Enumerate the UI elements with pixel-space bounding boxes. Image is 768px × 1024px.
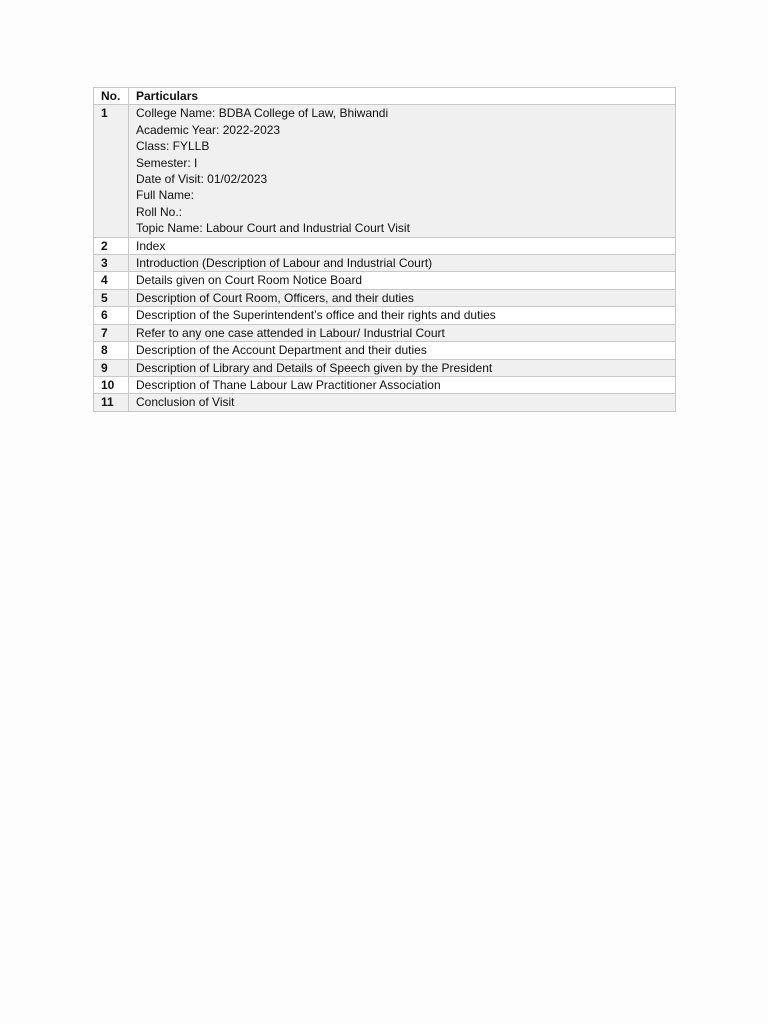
row-particulars: Description of Thane Labour Law Practitioner Association	[129, 376, 676, 393]
row-number: 5	[94, 289, 129, 306]
row-particulars: Description of the Superintendent’s office and their rights and duties	[129, 307, 676, 324]
row-particulars: Description of Court Room, Officers, and their duties	[129, 289, 676, 306]
row-particulars: Conclusion of Visit	[129, 394, 676, 411]
semester-line: Semester: I	[136, 155, 198, 170]
table-row	[94, 342, 676, 359]
class-line: Class: FYLLB	[136, 139, 210, 154]
row-number: 6	[94, 307, 129, 324]
row-number: 10	[94, 376, 129, 393]
table-row	[94, 394, 676, 411]
row-particulars: Description of Library and Details of Speech given by the President	[129, 359, 676, 376]
row-number: 11	[94, 394, 129, 411]
row-particulars: Description of the Account Department and their duties	[129, 342, 676, 359]
table-row	[94, 289, 676, 306]
row-particulars	[129, 105, 676, 237]
row-number: 7	[94, 324, 129, 341]
header-particulars: Particulars	[129, 88, 676, 105]
row-number: 3	[94, 255, 129, 272]
table-row	[94, 272, 676, 289]
row-number: 8	[94, 342, 129, 359]
table-body	[94, 105, 676, 411]
row-number: 2	[94, 237, 129, 254]
row-particulars: Details given on Court Room Notice Board	[129, 272, 676, 289]
row-particulars: Index	[129, 237, 676, 254]
row-number: 1	[94, 105, 129, 237]
row-particulars: Refer to any one case attended in Labour/ Industrial Court	[129, 324, 676, 341]
table-row	[94, 307, 676, 324]
date-of-visit-line: Date of Visit: 01/02/2023	[136, 172, 268, 187]
table-row	[94, 255, 676, 272]
table-header-row	[94, 88, 676, 105]
particulars-table	[93, 87, 676, 412]
row-number: 4	[94, 272, 129, 289]
table-row	[94, 376, 676, 393]
header-no: No.	[94, 88, 129, 105]
college-name-line: College Name: BDBA College of Law, Bhiwandi	[136, 106, 389, 121]
table-row	[94, 105, 676, 237]
academic-year-line: Academic Year: 2022-2023	[136, 122, 281, 137]
table-row	[94, 324, 676, 341]
table-row	[94, 359, 676, 376]
roll-no-line: Roll No.:	[136, 204, 183, 219]
table-row	[94, 237, 676, 254]
topic-name-line: Topic Name: Labour Court and Industrial Court Visit	[136, 221, 410, 236]
row-particulars: Introduction (Description of Labour and Industrial Court)	[129, 255, 676, 272]
row-number: 9	[94, 359, 129, 376]
full-name-line: Full Name:	[136, 188, 195, 203]
